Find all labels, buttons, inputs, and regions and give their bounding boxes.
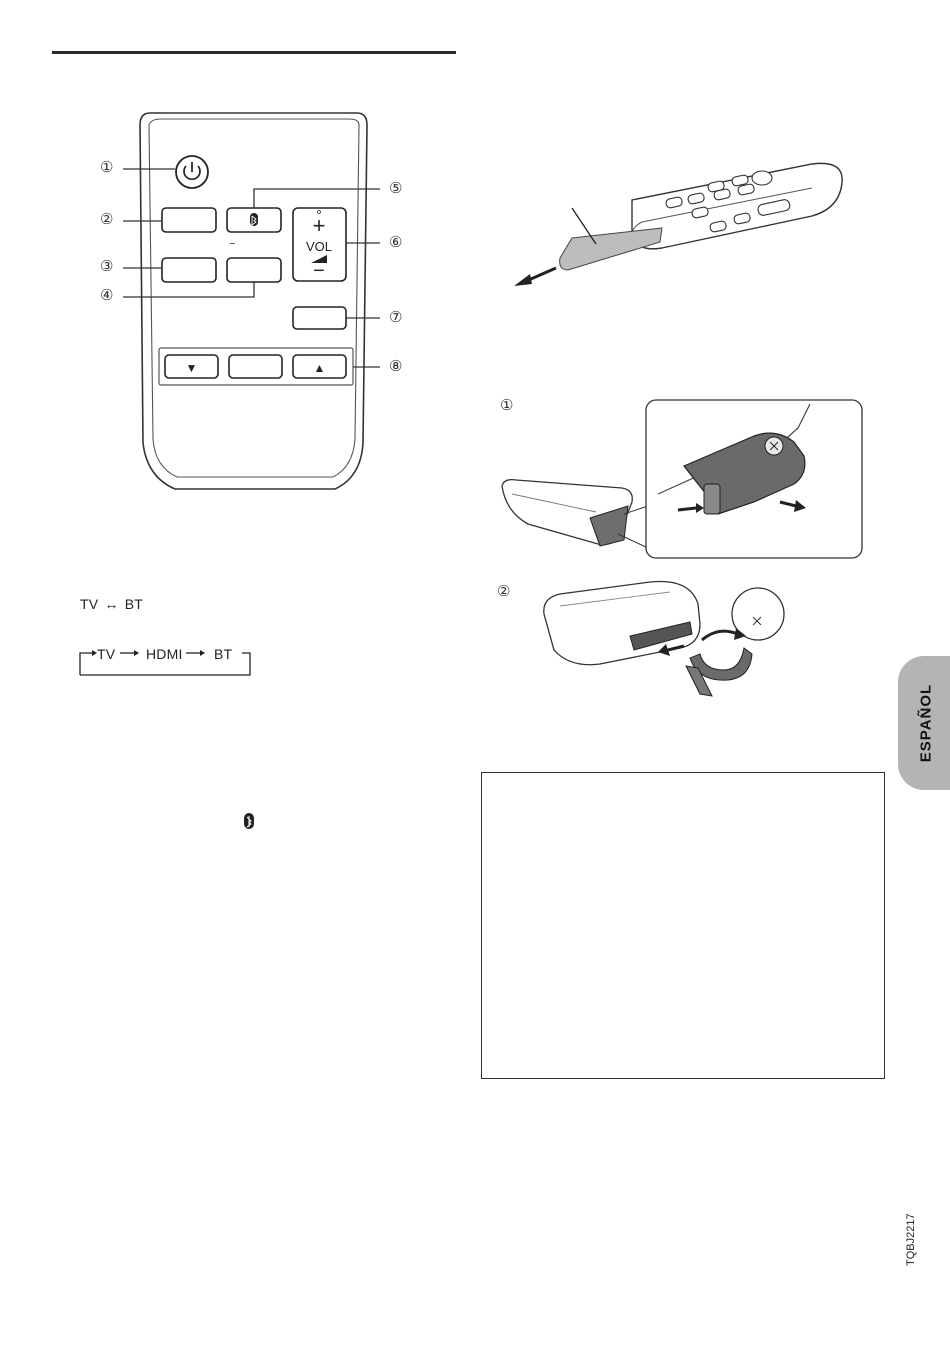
vol-plus-label: + [312,213,326,238]
seq-tv-label: TV [80,596,99,612]
callout-5: ⑤ [389,180,403,197]
vol-minus-label: − [313,260,325,282]
loop-tv-label: TV [97,646,116,662]
language-tab-label: ESPAÑOL [917,683,935,763]
seq-bt-label: BT [124,596,143,612]
callout-4: ④ [100,287,114,304]
note-box [481,772,885,1079]
battery-step-2-label: ② [497,583,511,600]
sound-button [162,258,216,282]
section-rule [52,51,456,54]
bluetooth-icon [242,812,256,830]
loop-bt-label: BT [214,646,233,662]
callout-2: ② [100,211,114,228]
bluetooth-icon [250,213,258,226]
up-arrow-icon: ▲ [313,361,326,375]
battery-step-1-label: ① [500,397,514,414]
center-button [229,355,282,378]
down-arrow-icon: ▼ [185,361,198,375]
mute-button [293,307,346,329]
input-button [162,208,216,232]
callout-1: ① [100,159,114,176]
battery-insertion-diagram [540,574,800,714]
document-code: TQBJ2217 [905,1213,917,1266]
callout-8: ⑧ [389,358,403,375]
callout-7: ⑦ [389,309,403,326]
double-arrow-icon: ↔ [104,596,119,612]
language-tab [898,656,950,790]
minus-mark-label: − [229,238,236,250]
vol-label: VOL [305,239,333,254]
loop-hdmi-label: HDMI [146,646,183,662]
tv-bt-sequence [80,596,143,612]
callout-3: ③ [100,258,114,275]
callout-6: ⑥ [389,234,403,251]
remote-control-diagram [95,105,425,500]
clear-voice-button [227,258,281,282]
battery-holder-removal-diagram [498,398,868,563]
insulation-sheet-diagram [512,158,852,293]
